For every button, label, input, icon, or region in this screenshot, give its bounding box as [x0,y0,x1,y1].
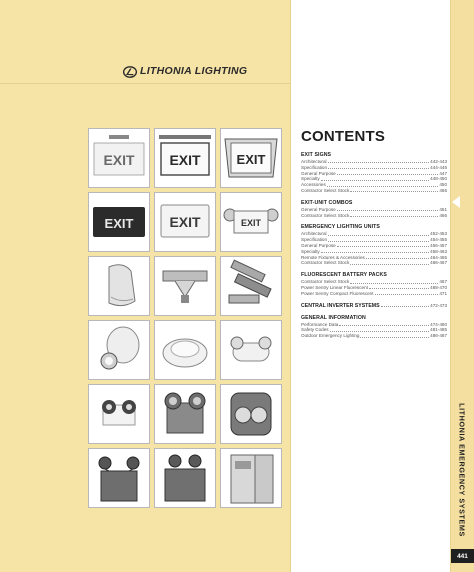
dot-leader [330,331,430,332]
section-heading: CENTRAL INVERTER SYSTEMS [301,302,380,309]
entry-label: General Purpose [301,206,336,212]
thumb-exit-sign-black [88,192,150,252]
dot-leader [328,168,429,169]
toc-entry[interactable] [301,188,447,194]
section-heading: FLUORESCENT BATTERY PACKS [301,272,387,279]
entry-page: 466 [439,187,447,193]
thumb-emergency-twin-gray [154,384,216,444]
exit-text: EXIT [240,218,262,228]
dot-leader [321,252,430,253]
entry-label: Architectural [301,159,327,164]
thumb-emergency-twin-white [88,384,150,444]
thumb-exit-sign-white [154,192,216,252]
entry-page: 474-480 [430,321,447,327]
exit-text: EXIT [169,214,201,230]
dot-leader [337,210,439,211]
toc-section-central-inverter [301,303,447,309]
table-of-contents [301,152,447,345]
side-label [452,380,472,560]
entry-label: Outdoor Emergency Lighting [301,333,360,339]
toc-section-emergency-lighting [301,224,447,266]
rail-divider [450,0,451,572]
exit-text: EXIT [236,152,266,167]
thumb-emergency-architectural [88,256,150,316]
toc-entry[interactable] [301,291,447,297]
dot-leader [369,288,429,289]
dot-leader [375,294,439,295]
entry-page: 467 [439,279,447,285]
dot-leader [321,180,430,181]
thumb-emergency-round [154,320,216,380]
entry-page: 444-446 [430,164,447,170]
entry-page: 450 [439,182,447,188]
toc-section-exit-unit-combos [301,200,447,219]
exit-text: EXIT [169,152,201,168]
dot-leader [350,191,438,192]
thumb-exit-sign-recessed [220,128,282,188]
entry-page: 464-465 [430,254,447,260]
toc-entry[interactable] [301,260,447,266]
thumb-emergency-steel-cabinet [154,448,216,508]
entry-label: Contractor Select Stock [301,279,350,285]
toc-entry[interactable] [301,303,447,309]
entry-label: Contractor Select Stock [301,212,350,218]
dot-leader [350,216,438,217]
entry-label: Contractor Select Stock [301,260,350,266]
dot-leader [350,283,438,284]
dot-leader [339,325,429,326]
toc-entry[interactable] [301,213,447,219]
toc-section-fluorescent-battery [301,272,447,296]
dot-leader [366,258,429,259]
dot-leader [337,246,429,247]
entry-page: 466 [439,212,447,218]
thumb-emergency-compact [220,320,282,380]
entry-label: Accessories [301,182,326,188]
contents-title: CONTENTS [301,128,386,145]
entry-page: 466-467 [430,260,447,266]
dot-leader [327,186,439,187]
entry-page: 456-457 [430,242,447,248]
exit-text: EXIT [104,216,134,231]
entry-label: Performance Data [301,321,339,327]
entry-page: 468-470 [430,284,447,290]
entry-label: Specification [301,164,328,170]
exit-text: EXIT [103,152,135,168]
page-number: 441 [451,549,474,563]
section-heading: EXIT SIGNS [301,152,332,158]
entry-label: Specification [301,237,328,243]
section-heading: EXIT-UNIT COMBOS [301,199,353,206]
entry-page: 458-463 [430,248,447,254]
entry-label: Contractor Select Stock [301,187,350,193]
entry-label: Power Sentry Linear Fluorescent [301,284,368,290]
entry-page: 452-453 [430,231,447,237]
entry-page: 442-443 [430,159,447,164]
section-tab-marker [452,196,460,208]
section-heading: GENERAL INFORMATION [301,314,366,321]
side-label-text: LITHONIA EMERGENCY SYSTEMS [457,403,467,537]
brand-logo [123,64,247,78]
entry-page: 448-450 [430,176,447,182]
entry-page: 451 [439,206,447,212]
entry-page: 454-455 [430,237,447,243]
thumb-emergency-outdoor [220,384,282,444]
entry-label: Remote Fixtures & Accessories [301,254,365,260]
entry-page: 481-485 [430,327,447,333]
entry-label: Architectural [301,231,327,237]
thumb-fluorescent-battery-pack [220,256,282,316]
dot-leader [381,306,430,307]
section-heading: EMERGENCY LIGHTING UNITS [301,224,380,231]
logo-divider [0,83,290,84]
thumb-central-inverter [220,448,282,508]
dot-leader [328,162,430,163]
entry-label: Power Sentry Compact Fluorescent [301,290,374,296]
dot-leader [337,174,439,175]
dot-leader [328,235,430,236]
thumb-exit-sign-ceiling [154,128,216,188]
toc-entry[interactable] [301,333,447,339]
entry-page: 472-473 [430,302,447,308]
toc-section-general-information [301,315,447,339]
thumb-emergency-specification [154,256,216,316]
panel-divider [290,0,291,572]
toc-section-exit-signs [301,152,447,194]
thumb-exit-unit-combo [220,192,282,252]
entry-label: Safety Codes [301,327,329,333]
entry-page: 486-487 [430,333,447,339]
thumb-emergency-dome [88,320,150,380]
entry-page: 447 [439,170,447,176]
thumb-emergency-remote-heads [88,448,150,508]
entry-label: Specialty [301,248,320,254]
lithonia-swoosh-icon [123,65,137,77]
brand-name: LITHONIA LIGHTING [140,65,248,77]
entry-page: 471 [439,290,447,296]
entry-label: Specialty [301,176,320,182]
dot-leader [328,241,429,242]
thumb-exit-sign-clear [88,128,150,188]
product-thumbnail-grid [88,128,282,568]
dot-leader [360,337,429,338]
dot-leader [350,264,429,265]
entry-label: General Purpose [301,170,336,176]
entry-label: General Purpose [301,242,336,248]
